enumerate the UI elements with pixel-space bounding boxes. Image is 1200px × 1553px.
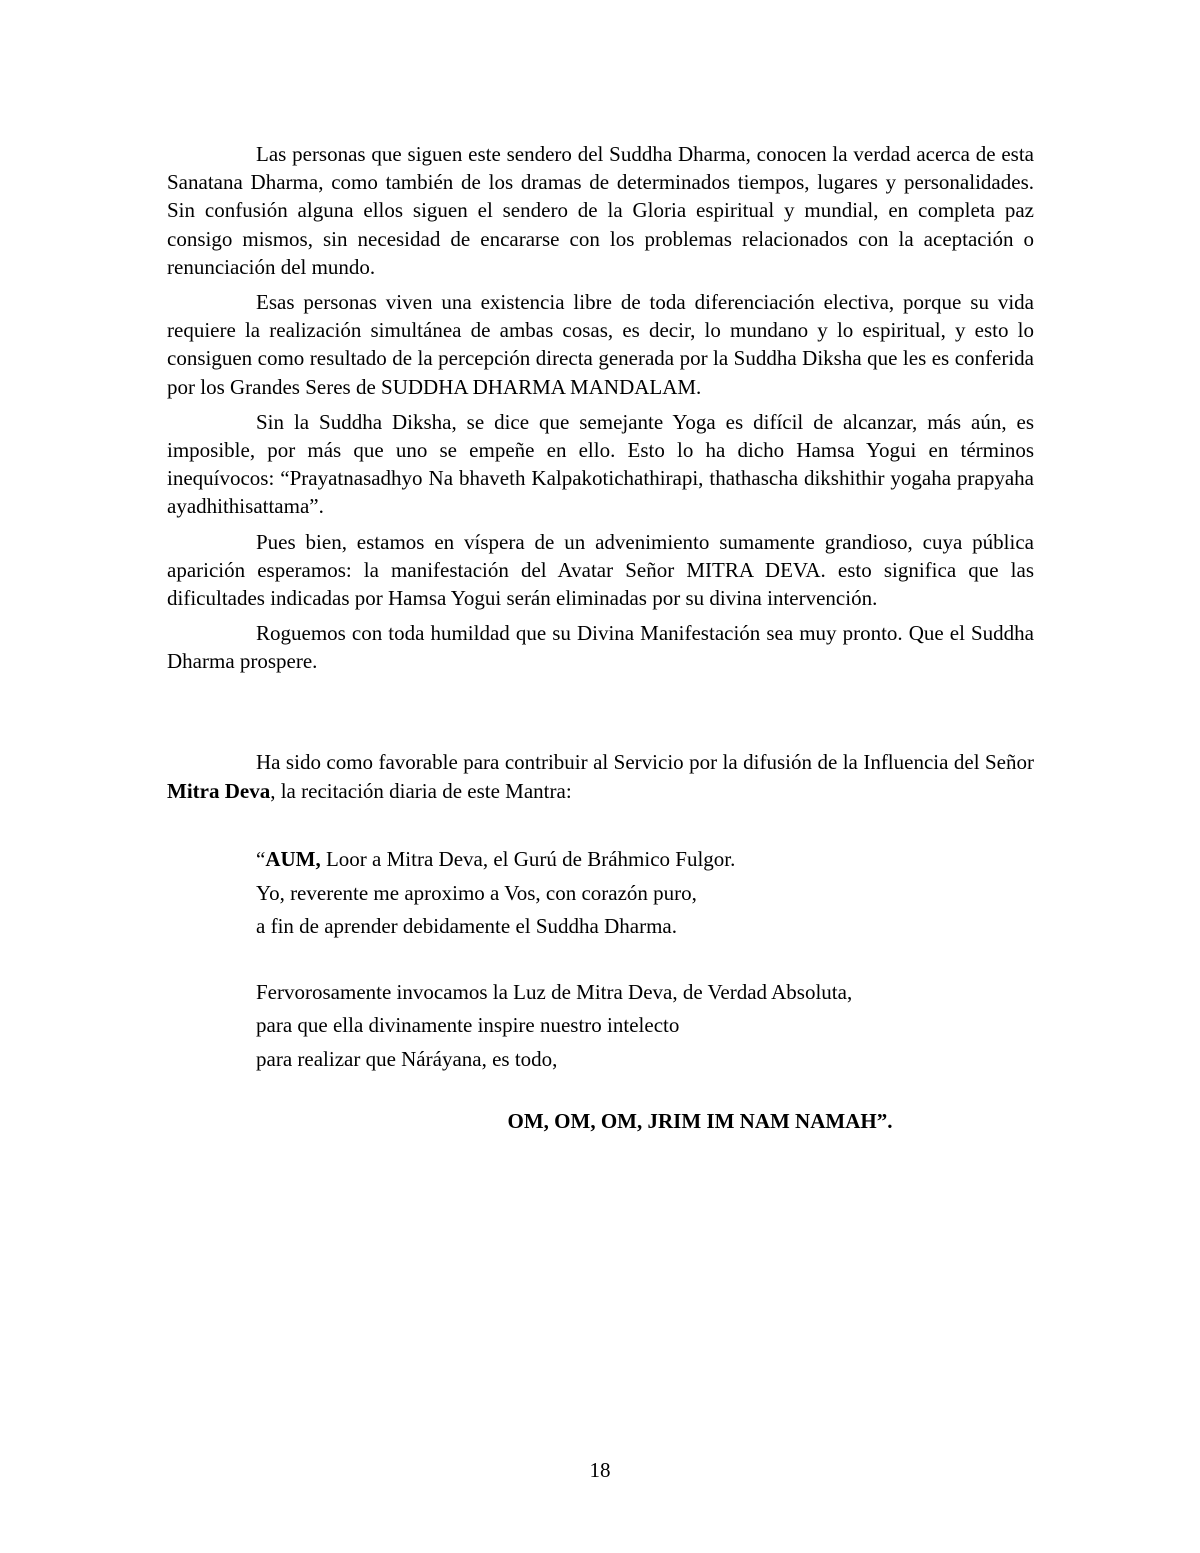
mitra-deva-bold: Mitra Deva <box>167 779 271 803</box>
body-text <box>167 140 1034 683</box>
mantra-block <box>256 843 1034 1076</box>
open-quote: “ <box>256 847 266 871</box>
mantra-intro-text: Ha sido como favorable para contribuir al Servicio por la difusión de la Influencia del Señor <box>256 750 1034 774</box>
page-number: 18 <box>589 1458 611 1482</box>
stanza-gap <box>256 944 1034 976</box>
mantra-intro-paragraph <box>167 748 1034 806</box>
paragraph-1: Las personas que siguen este sendero del Suddha Dharma, conocen la verdad acerca de esta Sanatana Dharma, como también de los dramas de determinados tiempos, lugares y personalidades. Sin confusión alguna ellos siguen el sendero de la Gloria espiritual y mundial, en completa paz consigo mismos, sin necesidad de encararse con los problemas relacionados con la aceptación o renunciación del mundo. <box>167 142 1034 279</box>
mantra-intro-text-end: , la recitación diaria de este Mantra: <box>270 779 572 803</box>
paragraph-4: Pues bien, estamos en víspera de un advenimiento sumamente grandioso, cuya pública aparición esperamos: la manifestación del Avatar Señor MITRA DEVA. esto significa que las dificultades indicadas por Hamsa Yogui serán eliminadas por su divina intervención. <box>167 529 1034 611</box>
mantra-line-6: para realizar que Náráyana, es todo, <box>256 1046 558 1071</box>
mantra-line-1 <box>256 843 1034 877</box>
mantra-line-5: para que ella divinamente inspire nuestro intelecto <box>256 1013 680 1037</box>
final-mantra: OM, OM, OM, JRIM IM NAM NAMAH”. <box>507 1109 893 1133</box>
paragraph-5: Roguemos con toda humildad que su Divina Manifestación sea muy pronto. Que el Suddha Dharma prospere. <box>167 621 1034 674</box>
paragraph-2: Esas personas viven una existencia libre de toda diferenciación electiva, porque su vida requiere la realización simultánea de ambas cosas, es decir, lo mundano y lo espiritual, y esto lo consiguen como resultado de la percepción directa generada por la Suddha Diksha que les es conferida por los Grandes Seres de SUDDHA DHARMA MANDALAM. <box>167 290 1034 399</box>
mantra-line-1-text: Loor a Mitra Deva, el Gurú de Bráhmico Fulgor. <box>320 847 736 871</box>
mantra-line-4: Fervorosamente invocamos la Luz de Mitra Deva, de Verdad Absoluta, <box>256 979 853 1004</box>
aum-bold: AUM, <box>265 847 321 871</box>
paragraph-3: Sin la Suddha Diksha, se dice que semejante Yoga es difícil de alcanzar, más aún, es imposible, por más que uno se empeñe en ello. Esto lo ha dicho Hamsa Yogui en términos inequívocos: “Prayatnasadhyo Na bhaveth Kalpakotichathirapi, thathascha dikshithir yogaha prapyaha ayadhithisattama”. <box>167 409 1034 519</box>
mantra-line-3: a fin de aprender debidamente el Suddha Dharma. <box>256 914 677 938</box>
mantra-line-2: Yo, reverente me aproximo a Vos, con corazón puro, <box>256 880 697 905</box>
